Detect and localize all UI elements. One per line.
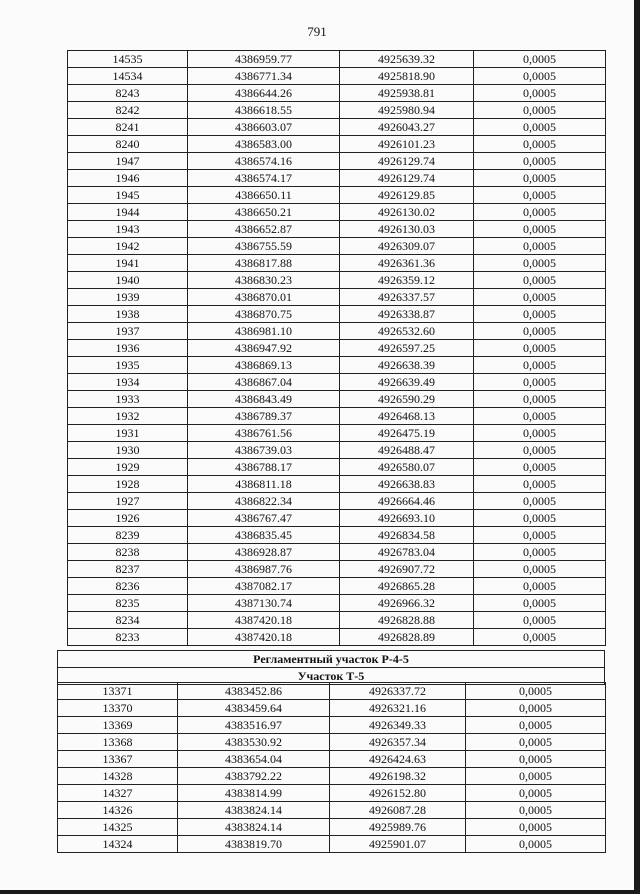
table-row xyxy=(68,612,606,629)
point-number-cell: 1938 xyxy=(68,306,188,323)
error-cell: 0,0005 xyxy=(474,68,606,85)
table-row xyxy=(68,136,606,153)
y-coordinate-cell: 4926087.28 xyxy=(330,802,466,819)
error-cell: 0,0005 xyxy=(474,153,606,170)
x-coordinate-cell: 4386650.21 xyxy=(188,204,340,221)
table-row xyxy=(58,700,606,717)
point-number-cell: 1931 xyxy=(68,425,188,442)
error-cell: 0,0005 xyxy=(474,255,606,272)
table-row xyxy=(58,751,606,768)
point-number-cell: 13368 xyxy=(58,734,178,751)
x-coordinate-cell: 4386867.04 xyxy=(188,374,340,391)
table-row xyxy=(68,357,606,374)
x-coordinate-cell: 4386755.59 xyxy=(188,238,340,255)
y-coordinate-cell: 4926834.58 xyxy=(340,527,474,544)
point-number-cell: 8234 xyxy=(68,612,188,629)
table-row xyxy=(68,170,606,187)
y-coordinate-cell: 4925938.81 xyxy=(340,85,474,102)
point-number-cell: 1934 xyxy=(68,374,188,391)
table-row xyxy=(58,683,606,700)
subsection-heading: Участок Т-5 xyxy=(58,668,605,685)
y-coordinate-cell: 4926488.47 xyxy=(340,442,474,459)
error-cell: 0,0005 xyxy=(466,802,606,819)
y-coordinate-cell: 4926597.25 xyxy=(340,340,474,357)
point-number-cell: 8240 xyxy=(68,136,188,153)
table-row xyxy=(68,119,606,136)
point-number-cell: 1945 xyxy=(68,187,188,204)
table-row xyxy=(68,544,606,561)
x-coordinate-cell: 4386574.17 xyxy=(188,170,340,187)
table-row xyxy=(68,391,606,408)
table-row xyxy=(68,340,606,357)
point-number-cell: 8236 xyxy=(68,578,188,595)
error-cell: 0,0005 xyxy=(474,340,606,357)
error-cell: 0,0005 xyxy=(466,683,606,700)
x-coordinate-cell: 4386811.18 xyxy=(188,476,340,493)
point-number-cell: 13367 xyxy=(58,751,178,768)
x-coordinate-cell: 4386822.34 xyxy=(188,493,340,510)
x-coordinate-cell: 4386650.11 xyxy=(188,187,340,204)
table-row xyxy=(68,442,606,459)
error-cell: 0,0005 xyxy=(466,785,606,802)
error-cell: 0,0005 xyxy=(474,459,606,476)
point-number-cell: 1946 xyxy=(68,170,188,187)
table-row xyxy=(68,306,606,323)
y-coordinate-cell: 4926580.07 xyxy=(340,459,474,476)
y-coordinate-cell: 4926966.32 xyxy=(340,595,474,612)
x-coordinate-cell: 4387082.17 xyxy=(188,578,340,595)
section-heading: Регламентный участок Р-4-5 xyxy=(58,651,605,668)
y-coordinate-cell: 4926043.27 xyxy=(340,119,474,136)
table-row xyxy=(68,102,606,119)
y-coordinate-cell: 4926129.74 xyxy=(340,153,474,170)
y-coordinate-cell: 4925818.90 xyxy=(340,68,474,85)
y-coordinate-cell: 4926638.83 xyxy=(340,476,474,493)
y-coordinate-cell: 4926349.33 xyxy=(330,717,466,734)
table-row xyxy=(68,221,606,238)
point-number-cell: 1943 xyxy=(68,221,188,238)
y-coordinate-cell: 4926129.74 xyxy=(340,170,474,187)
point-number-cell: 1928 xyxy=(68,476,188,493)
x-coordinate-cell: 4386574.16 xyxy=(188,153,340,170)
error-cell: 0,0005 xyxy=(466,751,606,768)
point-number-cell: 1941 xyxy=(68,255,188,272)
x-coordinate-cell: 4383654.04 xyxy=(178,751,330,768)
error-cell: 0,0005 xyxy=(474,204,606,221)
y-coordinate-cell: 4926357.34 xyxy=(330,734,466,751)
x-coordinate-cell: 4386788.17 xyxy=(188,459,340,476)
error-cell: 0,0005 xyxy=(466,836,606,853)
y-coordinate-cell: 4926424.63 xyxy=(330,751,466,768)
point-number-cell: 1932 xyxy=(68,408,188,425)
error-cell: 0,0005 xyxy=(466,717,606,734)
error-cell: 0,0005 xyxy=(474,578,606,595)
point-number-cell: 8242 xyxy=(68,102,188,119)
x-coordinate-cell: 4386739.03 xyxy=(188,442,340,459)
table-row xyxy=(68,527,606,544)
y-coordinate-cell: 4926828.88 xyxy=(340,612,474,629)
point-number-cell: 8239 xyxy=(68,527,188,544)
y-coordinate-cell: 4926359.12 xyxy=(340,272,474,289)
table-row xyxy=(68,323,606,340)
point-number-cell: 1929 xyxy=(68,459,188,476)
y-coordinate-cell: 4926337.72 xyxy=(330,683,466,700)
y-coordinate-cell: 4925980.94 xyxy=(340,102,474,119)
point-number-cell: 1926 xyxy=(68,510,188,527)
error-cell: 0,0005 xyxy=(474,493,606,510)
y-coordinate-cell: 4926130.03 xyxy=(340,221,474,238)
point-number-cell: 13370 xyxy=(58,700,178,717)
error-cell: 0,0005 xyxy=(474,357,606,374)
table-row xyxy=(68,255,606,272)
page-number: 791 xyxy=(307,24,327,39)
y-coordinate-cell: 4926468.13 xyxy=(340,408,474,425)
coordinates-table-upper xyxy=(67,50,606,646)
y-coordinate-cell: 4926152.80 xyxy=(330,785,466,802)
x-coordinate-cell: 4383824.14 xyxy=(178,802,330,819)
y-coordinate-cell: 4926639.49 xyxy=(340,374,474,391)
point-number-cell: 1933 xyxy=(68,391,188,408)
x-coordinate-cell: 4386652.87 xyxy=(188,221,340,238)
table-row xyxy=(58,802,606,819)
error-cell: 0,0005 xyxy=(474,595,606,612)
point-number-cell: 14535 xyxy=(68,51,188,68)
x-coordinate-cell: 4383530.92 xyxy=(178,734,330,751)
table-row xyxy=(68,238,606,255)
point-number-cell: 8235 xyxy=(68,595,188,612)
x-coordinate-cell: 4386603.07 xyxy=(188,119,340,136)
point-number-cell: 8241 xyxy=(68,119,188,136)
table-row xyxy=(58,717,606,734)
y-coordinate-cell: 4926130.02 xyxy=(340,204,474,221)
table-row xyxy=(68,374,606,391)
x-coordinate-cell: 4386789.37 xyxy=(188,408,340,425)
y-coordinate-cell: 4926338.87 xyxy=(340,306,474,323)
point-number-cell: 13371 xyxy=(58,683,178,700)
table-row xyxy=(58,785,606,802)
y-coordinate-cell: 4926638.39 xyxy=(340,357,474,374)
error-cell: 0,0005 xyxy=(474,170,606,187)
x-coordinate-cell: 4386583.00 xyxy=(188,136,340,153)
y-coordinate-cell: 4926532.60 xyxy=(340,323,474,340)
x-coordinate-cell: 4383792.22 xyxy=(178,768,330,785)
x-coordinate-cell: 4386870.01 xyxy=(188,289,340,306)
x-coordinate-cell: 4386644.26 xyxy=(188,85,340,102)
point-number-cell: 1930 xyxy=(68,442,188,459)
error-cell: 0,0005 xyxy=(466,734,606,751)
coordinates-table-lower xyxy=(57,682,606,853)
x-coordinate-cell: 4386835.45 xyxy=(188,527,340,544)
table-row xyxy=(68,561,606,578)
table-row xyxy=(58,836,606,853)
y-coordinate-cell: 4925989.76 xyxy=(330,819,466,836)
table-row xyxy=(68,153,606,170)
x-coordinate-cell: 4383452.86 xyxy=(178,683,330,700)
y-coordinate-cell: 4926321.16 xyxy=(330,700,466,717)
x-coordinate-cell: 4383824.14 xyxy=(178,819,330,836)
table-row xyxy=(68,493,606,510)
error-cell: 0,0005 xyxy=(474,612,606,629)
y-coordinate-cell: 4926590.29 xyxy=(340,391,474,408)
table-row xyxy=(68,459,606,476)
y-coordinate-cell: 4926693.10 xyxy=(340,510,474,527)
error-cell: 0,0005 xyxy=(474,408,606,425)
point-number-cell: 8233 xyxy=(68,629,188,646)
y-coordinate-cell: 4926198.32 xyxy=(330,768,466,785)
error-cell: 0,0005 xyxy=(474,425,606,442)
x-coordinate-cell: 4386618.55 xyxy=(188,102,340,119)
table-row xyxy=(58,734,606,751)
x-coordinate-cell: 4386870.75 xyxy=(188,306,340,323)
x-coordinate-cell: 4386843.49 xyxy=(188,391,340,408)
point-number-cell: 1937 xyxy=(68,323,188,340)
point-number-cell: 1927 xyxy=(68,493,188,510)
error-cell: 0,0005 xyxy=(474,306,606,323)
y-coordinate-cell: 4926828.89 xyxy=(340,629,474,646)
x-coordinate-cell: 4386928.87 xyxy=(188,544,340,561)
table-row xyxy=(58,768,606,785)
y-coordinate-cell: 4926907.72 xyxy=(340,561,474,578)
table-row xyxy=(68,578,606,595)
point-number-cell: 1935 xyxy=(68,357,188,374)
point-number-cell: 14534 xyxy=(68,68,188,85)
point-number-cell: 8238 xyxy=(68,544,188,561)
y-coordinate-cell: 4926783.04 xyxy=(340,544,474,561)
table-row xyxy=(68,51,606,68)
y-coordinate-cell: 4925639.32 xyxy=(340,51,474,68)
error-cell: 0,0005 xyxy=(474,629,606,646)
error-cell: 0,0005 xyxy=(474,289,606,306)
error-cell: 0,0005 xyxy=(474,561,606,578)
y-coordinate-cell: 4926664.46 xyxy=(340,493,474,510)
y-coordinate-cell: 4926309.07 xyxy=(340,238,474,255)
error-cell: 0,0005 xyxy=(474,119,606,136)
point-number-cell: 14328 xyxy=(58,768,178,785)
x-coordinate-cell: 4383814.99 xyxy=(178,785,330,802)
point-number-cell: 1940 xyxy=(68,272,188,289)
x-coordinate-cell: 4386981.10 xyxy=(188,323,340,340)
table-row xyxy=(68,204,606,221)
point-number-cell: 1936 xyxy=(68,340,188,357)
error-cell: 0,0005 xyxy=(466,768,606,785)
y-coordinate-cell: 4926361.36 xyxy=(340,255,474,272)
point-number-cell: 1939 xyxy=(68,289,188,306)
x-coordinate-cell: 4387420.18 xyxy=(188,612,340,629)
error-cell: 0,0005 xyxy=(474,102,606,119)
table-row xyxy=(68,408,606,425)
x-coordinate-cell: 4386830.23 xyxy=(188,272,340,289)
table-row xyxy=(68,629,606,646)
point-number-cell: 13369 xyxy=(58,717,178,734)
error-cell: 0,0005 xyxy=(474,442,606,459)
point-number-cell: 14326 xyxy=(58,802,178,819)
table-row xyxy=(68,595,606,612)
y-coordinate-cell: 4926129.85 xyxy=(340,187,474,204)
x-coordinate-cell: 4386987.76 xyxy=(188,561,340,578)
x-coordinate-cell: 4383516.97 xyxy=(178,717,330,734)
error-cell: 0,0005 xyxy=(474,238,606,255)
table-row xyxy=(68,425,606,442)
error-cell: 0,0005 xyxy=(474,85,606,102)
point-number-cell: 14325 xyxy=(58,819,178,836)
error-cell: 0,0005 xyxy=(474,187,606,204)
x-coordinate-cell: 4387130.74 xyxy=(188,595,340,612)
point-number-cell: 14324 xyxy=(58,836,178,853)
table-row xyxy=(68,272,606,289)
table-row xyxy=(58,819,606,836)
x-coordinate-cell: 4386771.34 xyxy=(188,68,340,85)
error-cell: 0,0005 xyxy=(474,374,606,391)
table-row xyxy=(68,476,606,493)
x-coordinate-cell: 4387420.18 xyxy=(188,629,340,646)
x-coordinate-cell: 4386947.92 xyxy=(188,340,340,357)
error-cell: 0,0005 xyxy=(474,544,606,561)
error-cell: 0,0005 xyxy=(474,323,606,340)
error-cell: 0,0005 xyxy=(474,476,606,493)
point-number-cell: 1947 xyxy=(68,153,188,170)
table-row xyxy=(68,289,606,306)
y-coordinate-cell: 4926475.19 xyxy=(340,425,474,442)
table-row xyxy=(68,85,606,102)
x-coordinate-cell: 4386869.13 xyxy=(188,357,340,374)
x-coordinate-cell: 4383819.70 xyxy=(178,836,330,853)
point-number-cell: 1942 xyxy=(68,238,188,255)
error-cell: 0,0005 xyxy=(474,51,606,68)
section-heading-table xyxy=(57,650,605,685)
error-cell: 0,0005 xyxy=(474,391,606,408)
x-coordinate-cell: 4383459.64 xyxy=(178,700,330,717)
y-coordinate-cell: 4926101.23 xyxy=(340,136,474,153)
table-row xyxy=(68,68,606,85)
x-coordinate-cell: 4386767.47 xyxy=(188,510,340,527)
error-cell: 0,0005 xyxy=(474,221,606,238)
point-number-cell: 8243 xyxy=(68,85,188,102)
point-number-cell: 8237 xyxy=(68,561,188,578)
error-cell: 0,0005 xyxy=(474,510,606,527)
table-row xyxy=(68,187,606,204)
error-cell: 0,0005 xyxy=(466,819,606,836)
point-number-cell: 1944 xyxy=(68,204,188,221)
error-cell: 0,0005 xyxy=(466,700,606,717)
x-coordinate-cell: 4386959.77 xyxy=(188,51,340,68)
point-number-cell: 14327 xyxy=(58,785,178,802)
error-cell: 0,0005 xyxy=(474,272,606,289)
error-cell: 0,0005 xyxy=(474,136,606,153)
y-coordinate-cell: 4926337.57 xyxy=(340,289,474,306)
x-coordinate-cell: 4386761.56 xyxy=(188,425,340,442)
y-coordinate-cell: 4926865.28 xyxy=(340,578,474,595)
error-cell: 0,0005 xyxy=(474,527,606,544)
x-coordinate-cell: 4386817.88 xyxy=(188,255,340,272)
table-row xyxy=(68,510,606,527)
y-coordinate-cell: 4925901.07 xyxy=(330,836,466,853)
